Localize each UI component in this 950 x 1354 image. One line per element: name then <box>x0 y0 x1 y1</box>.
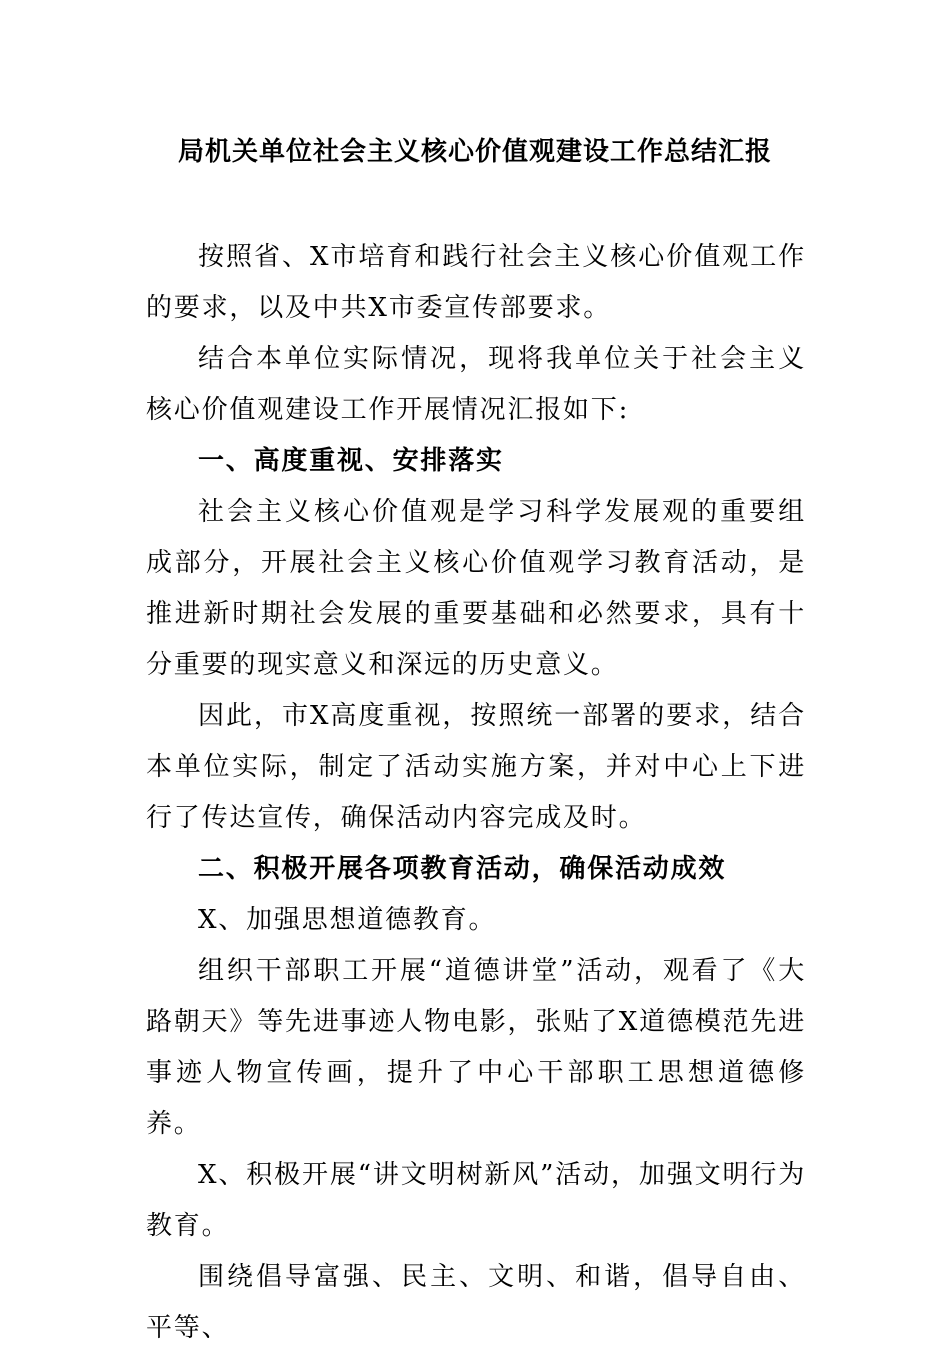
subsection-heading-2: X、积极开展“讲文明树新风”活动，加强文明行为教育。 <box>146 1160 806 1241</box>
section-heading-1: 一、高度重视、安排落实 <box>198 446 504 476</box>
section-1-paragraph-2: 因此，市X高度重视，按照统一部署的要求，结合本单位实际，制定了活动实施方案，并对中心上下进行了传达宣传，确保活动内容完成及时。 <box>146 701 806 833</box>
subsection-heading-1: X、加强思想道德教育。 <box>198 905 497 935</box>
intro-paragraph-2: 结合本单位实际情况，现将我单位关于社会主义核心价值观建设工作开展情况汇报如下: <box>146 344 806 425</box>
subsection-1-paragraph: 组织干部职工开展“道德讲堂”活动，观看了《大路朝天》等先进事迹人物电影，张贴了X道德模范先进事迹人物宣传画，提升了中心干部职工思想道德修养。 <box>146 956 806 1139</box>
section-1-paragraph-1: 社会主义核心价值观是学习科学发展观的重要组成部分，开展社会主义核心价值观学习教育活动，是推进新时期社会发展的重要基础和必然要求，具有十分重要的现实意义和深远的历史意义。 <box>146 497 806 680</box>
document-body <box>146 232 806 1354</box>
intro-paragraph-1: 按照省、X市培育和践行社会主义核心价值观工作的要求，以及中共X市委宣传部要求。 <box>146 242 806 323</box>
subsection-2-paragraph: 围绕倡导富强、民主、文明、和谐，倡导自由、平等、 <box>146 1262 806 1343</box>
document-title: 局机关单位社会主义核心价值观建设工作总结汇报 <box>177 137 772 167</box>
section-heading-2: 二、积极开展各项教育活动，确保活动成效 <box>198 854 727 884</box>
